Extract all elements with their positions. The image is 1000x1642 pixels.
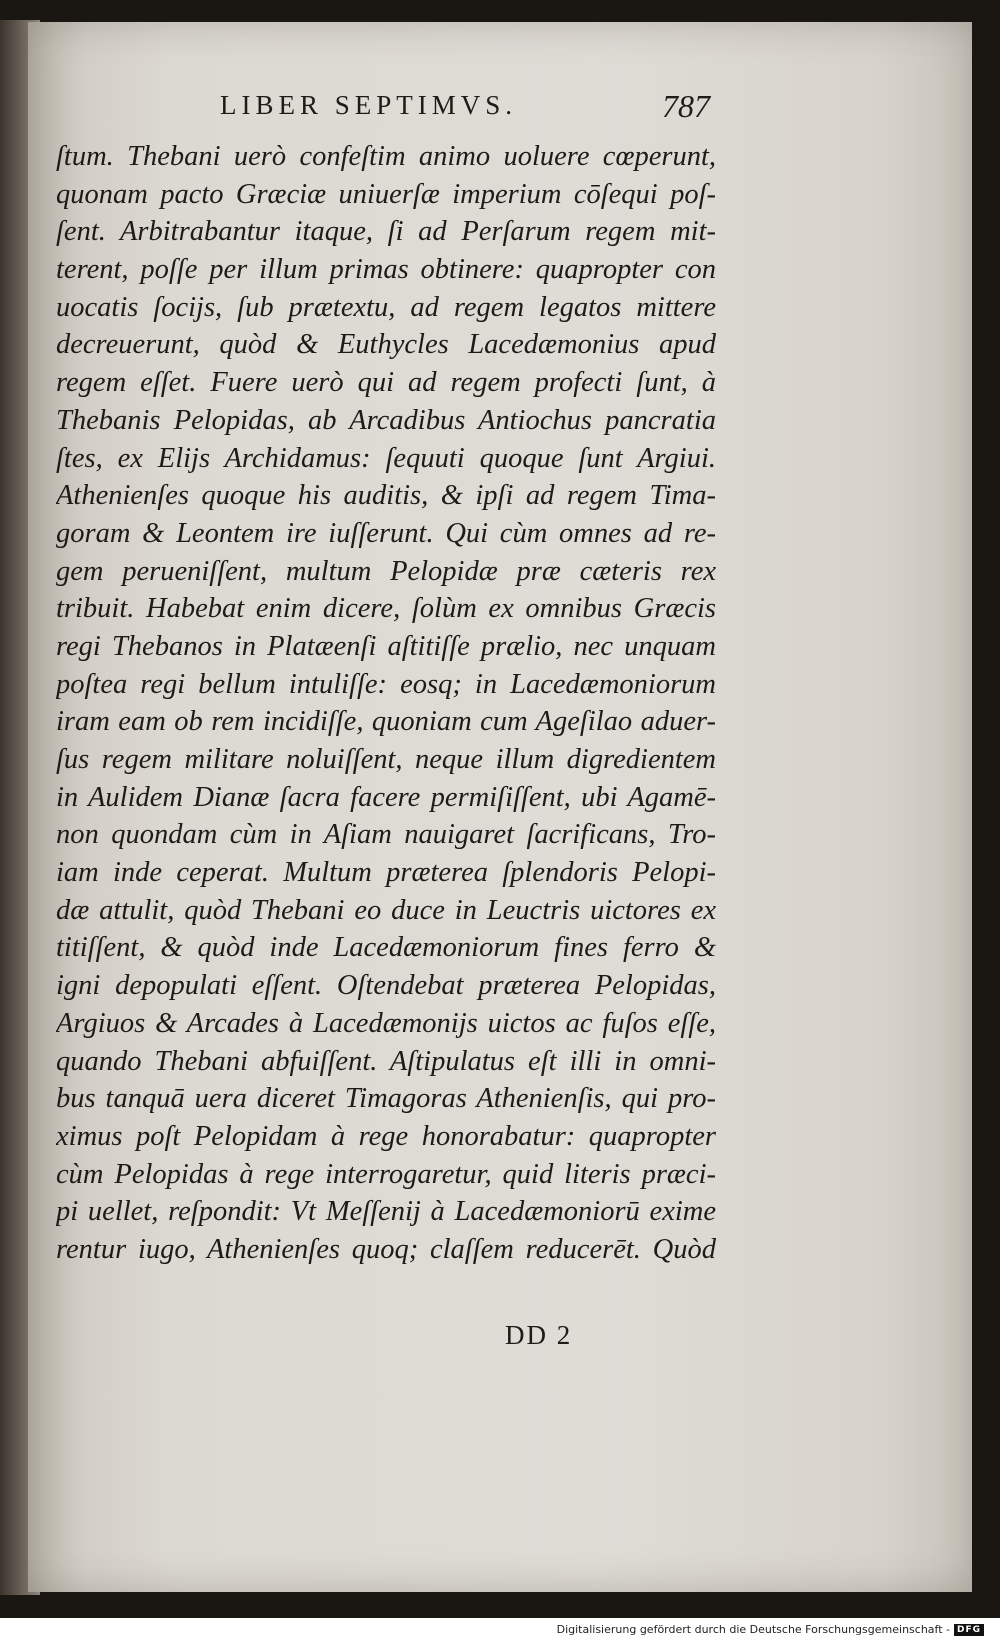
text-line: iram eam ob rem incidiſſe, quoniam cum Ageſilao aduer- (56, 706, 716, 738)
text-line: ſtes, ex Elijs Archidamus: ſequuti quoque ſunt Argiui. (56, 442, 716, 474)
text-line: non quondam cùm in Aſiam nauigaret ſacrificans, Tro- (56, 819, 716, 851)
text-line: decreuerunt, quòd & Euthycles Lacedæmonius apud (56, 329, 716, 361)
scan-edge-right (972, 20, 1000, 1598)
running-head: LIBER SEPTIMVS. (220, 90, 518, 120)
text-line: uocatis ſocijs, ſub prætextu, ad regem legatos mittere (56, 291, 716, 323)
text-line: Thebanis Pelopidas, ab Arcadibus Antiochus pancratia (56, 404, 716, 436)
signature-mark: DD 2 (505, 1320, 573, 1350)
text-line: Athenienſes quoque his auditis, & ipſi ad regem Tima- (56, 480, 716, 512)
text-line: terent, poſſe per illum primas obtinere: quapropter con (56, 254, 716, 286)
text-line: tribuit. Habebat enim dicere, ſolùm ex omnibus Græcis (56, 593, 716, 625)
body-text (56, 138, 716, 1269)
dfg-logo[interactable]: DFG (954, 1624, 984, 1636)
text-line: titiſſent, & quòd inde Lacedæmoniorum fines ferro & (56, 932, 716, 964)
text-line: poſtea regi bellum intuliſſe: eosq; in Lacedæmoniorum (56, 668, 716, 700)
text-line: regi Thebanos in Platæenſi aſtitiſſe prælio, nec unquam (56, 630, 716, 662)
page-number: 787 (662, 88, 710, 124)
digitization-footer (557, 1623, 984, 1636)
text-line: ſus regem militare noluiſſent, neque illum digredientem (56, 744, 716, 775)
text-line: quando Thebani abfuiſſent. Aſtipulatus eſt illi in omni- (56, 1045, 716, 1077)
digitization-note: Digitalisierung gefördert durch die Deutsche Forschungsgemeinschaft - (556, 1623, 950, 1636)
text-line: Argiuos & Arcades à Lacedæmonijs uictos ac fuſos eſſe, (56, 1007, 716, 1039)
text-line: rentur iugo, Athenienſes quoq; claſſem reducerēt. Quòd (56, 1233, 716, 1265)
text-line: regem eſſet. Fuere uerò qui ad regem profecti ſunt, à (56, 367, 716, 399)
text-line: igni depopulati eſſent. Oſtendebat præterea Pelopidas, (56, 970, 716, 1002)
text-line: iam inde ceperat. Multum præterea ſplendoris Pelopi- (56, 857, 716, 889)
text-line: in Aulidem Dianæ ſacra facere permiſiſſent, ubi Agamē- (56, 781, 716, 813)
text-line: goram & Leontem ire iuſſerunt. Qui cùm omnes ad re- (56, 517, 716, 549)
text-line: bus tanquā uera diceret Timagoras Athenienſis, qui pro- (56, 1083, 716, 1115)
text-line: cùm Pelopidas à rege interrogaretur, quid literis præci- (56, 1158, 716, 1190)
text-line: gem perueniſſent, multum Pelopidæ præ cæteris rex (56, 555, 716, 587)
text-line: dæ attulit, quòd Thebani eo duce in Leuctris uictores ex (56, 894, 716, 926)
text-line: ſent. Arbitrabantur itaque, ſi ad Perſarum regem mit- (56, 216, 716, 248)
text-line: pi uellet, reſpondit: Vt Meſſenij à Lacedæmoniorū exime (56, 1196, 716, 1228)
text-line: quonam pacto Græciæ uniuerſæ imperium cōſequi poſ- (56, 178, 716, 210)
text-line: ximus poſt Pelopidam à rege honorabatur: quapropter (56, 1120, 716, 1152)
text-line: ſtum. Thebani uerò confeſtim animo uoluere cœperunt, (56, 141, 716, 172)
